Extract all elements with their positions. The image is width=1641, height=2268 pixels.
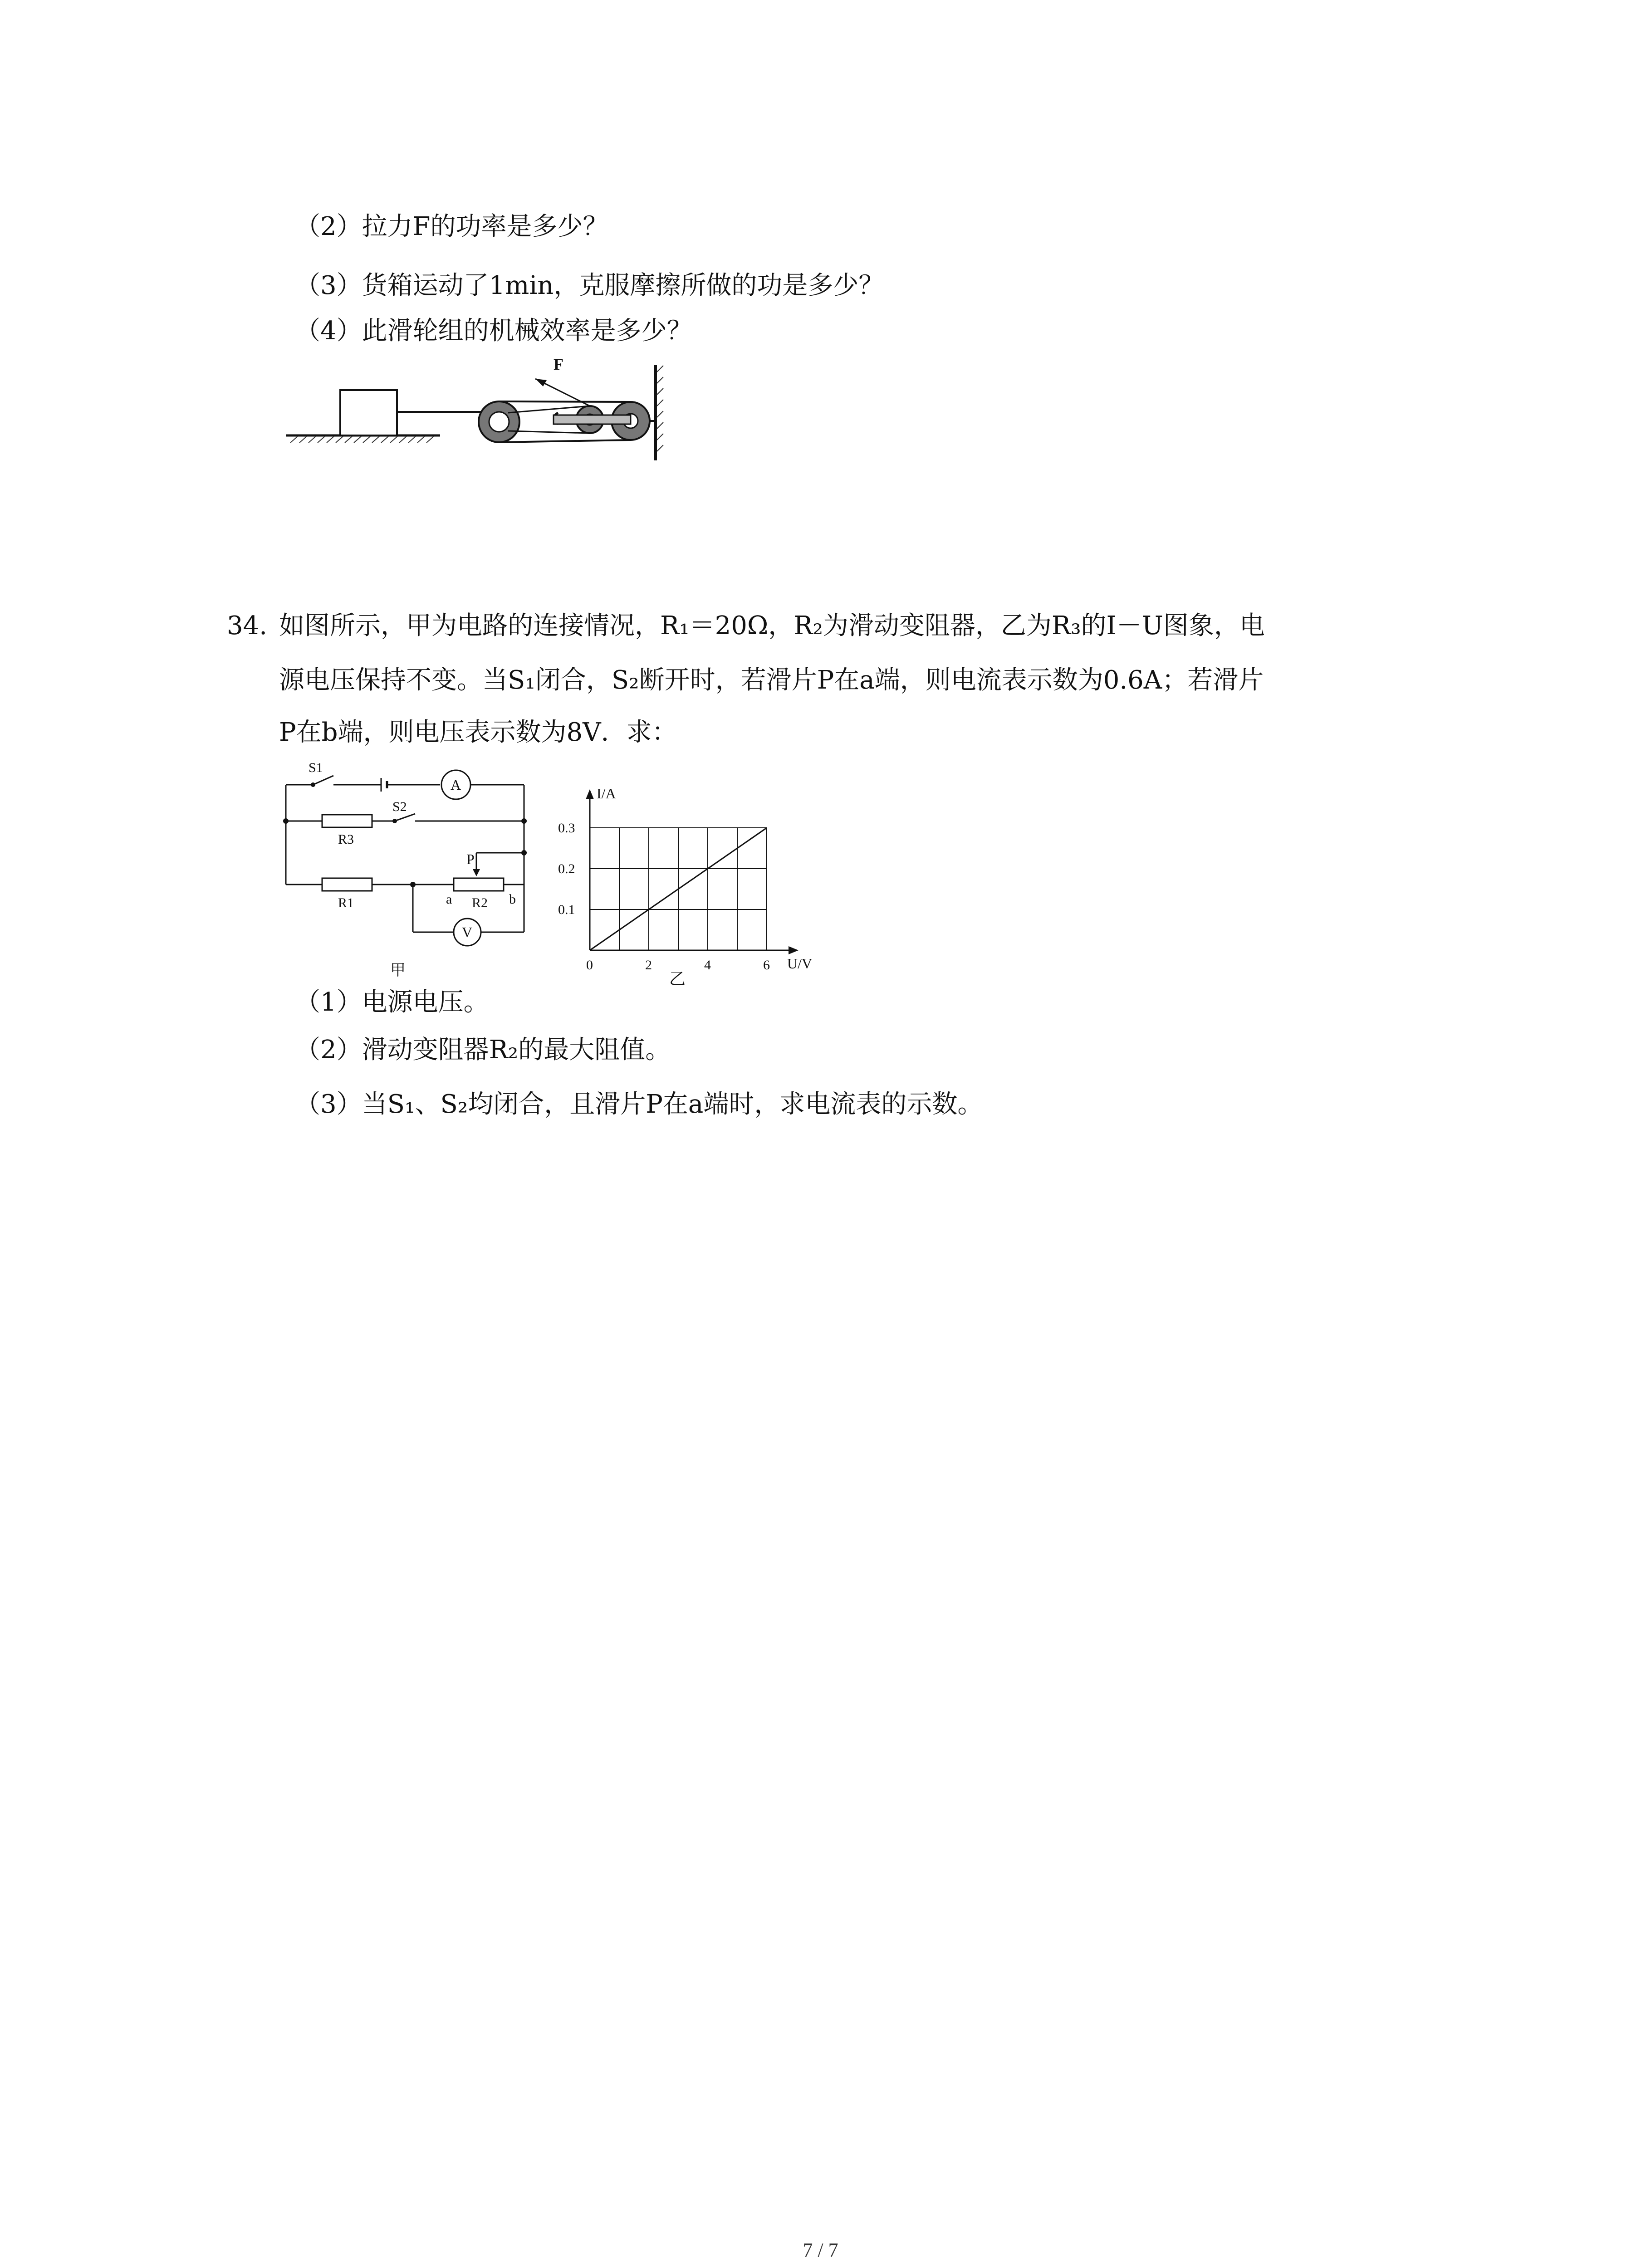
cargo-box [340,390,397,435]
q33-sub3: （3）货箱运动了1min，克服摩擦所做的功是多少？ [295,271,884,300]
svg-text:a: a [446,892,452,907]
svg-text:V: V [462,924,473,940]
page-number: 7 / 7 [803,2239,838,2261]
q34-sub3: （3）当S₁、S₂均闭合，且滑片P在a端时，求电流表的示数。 [295,1090,983,1119]
q34-stem-line2: 源电压保持不变。当S₁闭合，S₂断开时，若滑片P在a端，则电流表示数为0.6A；若滑片 [279,665,1264,695]
q34-stem-line3: P在b端，则电压表示数为8V．求： [279,718,677,747]
y-axis-label: I/A [597,785,616,802]
svg-text:甲: 甲 [390,962,406,979]
svg-text:S1: S1 [309,760,323,775]
iu-chart [549,771,839,989]
q34-sub1: （1）电源电压。 [295,987,489,1017]
svg-text:A: A [451,777,461,793]
x-tick-label: 2 [645,958,652,973]
y-tick-label: 0.2 [558,861,575,876]
x-tick-label: 6 [763,958,770,973]
force-label: F [554,355,563,373]
svg-text:R2: R2 [472,895,488,910]
svg-text:P: P [466,851,475,867]
pulley-figure [281,354,690,467]
svg-text:S2: S2 [392,799,407,814]
q34-number: 34. [227,611,268,640]
svg-text:R1: R1 [338,895,354,910]
q34-stem-line1: 如图所示，甲为电路的连接情况，R₁＝20Ω，R₂为滑动变阻器，乙为R₃的I－U图象，电 [279,611,1265,640]
q33-sub4: （4）此滑轮组的机械效率是多少？ [295,316,692,346]
svg-text:R3: R3 [338,832,354,847]
q34-sub2: （2）滑动变阻器R₂的最大阻值。 [295,1035,671,1065]
q33-sub2: （2）拉力F的功率是多少？ [295,212,608,241]
y-tick-label: 0.3 [558,821,575,836]
circuit-diagram [277,758,549,989]
x-tick-label: 0 [586,958,593,973]
x-axis-arrow [789,946,798,954]
y-axis-arrow [586,789,594,799]
chart-caption: 乙 [669,970,686,988]
y-tick-label: 0.1 [558,902,575,917]
svg-text:b: b [509,892,516,907]
x-axis-label: U/V [787,955,813,972]
x-tick-label: 4 [704,958,711,973]
